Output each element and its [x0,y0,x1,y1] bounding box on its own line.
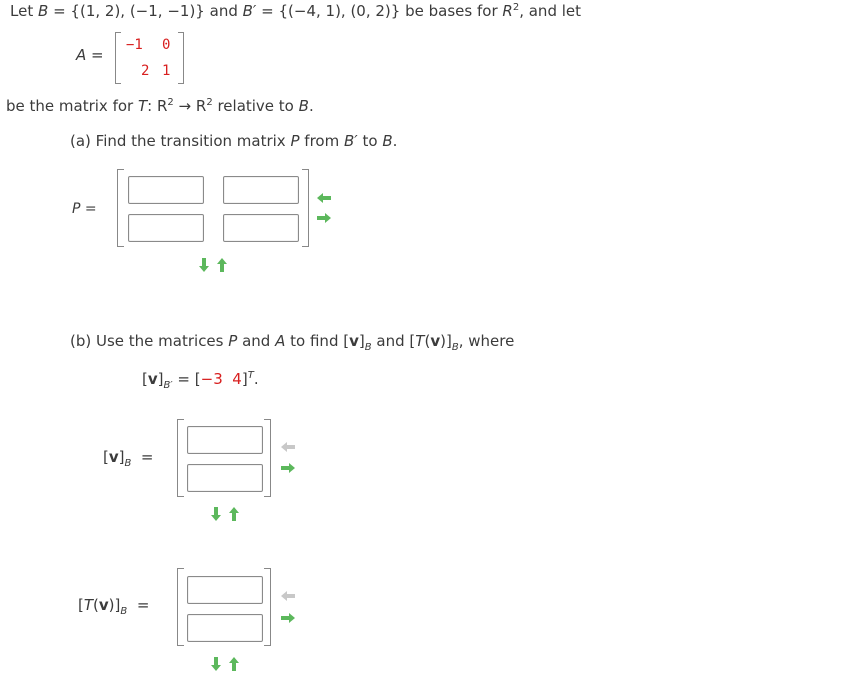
arrow-right-icon[interactable] [280,461,296,475]
codomain-exponent: 2 [206,97,213,108]
vB-subscript: B [364,342,372,353]
given-equals: = [ [177,370,201,388]
space-R: R [502,2,513,20]
matrix-A-label: A = [76,46,104,64]
arrow-right-icon[interactable] [316,211,332,225]
vector-v: v [349,332,359,350]
TvB-input-2[interactable] [187,614,263,642]
matrix-P-input-r2c2[interactable] [223,214,299,242]
matrix-A-r1c2: 0 [162,37,171,53]
given-transpose: T [247,370,254,381]
part-b-text: (b) Use the matrices [70,332,224,350]
TvB-label-T: T [83,596,94,614]
part-a-question [70,132,397,150]
part-b-to-find: to find [290,332,339,350]
TvB-subscript: B [451,342,459,353]
arrow-left-icon [280,440,296,454]
matrix-P-input-r2c1[interactable] [128,214,204,242]
vB-left-bracket [177,419,184,497]
part-a-B: B [382,132,393,150]
matrix-P-left-bracket [117,169,124,247]
TvB-label [78,596,149,617]
part-a-period: . [392,132,398,150]
TvB-v: v [430,332,441,350]
given-value-1: −3 [200,370,223,388]
TvB-label-paren-open: ( [93,596,99,614]
text-be-bases: be bases for [405,2,498,20]
given-v: v [147,370,158,388]
mapping-codomain: → R [173,97,207,115]
mapping-domain: : R [147,97,168,115]
arrow-left-icon[interactable] [316,191,332,205]
part-a-from: from [304,132,340,150]
TvB-label-eq: = [136,596,150,614]
matrix-P-right-bracket [302,169,309,247]
equals-sign-2: = [261,2,274,20]
given-subscript: B′ [163,380,173,391]
basis-B-symbol: B [37,2,49,20]
arrow-down-icon[interactable] [209,506,223,522]
text-be-the-matrix: be the matrix for [6,97,134,115]
given-open-bracket: [ [142,370,148,388]
vB-open-bracket: [ [343,332,350,350]
part-b-question [70,332,514,353]
basis-Bprime-set: {(−4, 1), (0, 2)} [278,2,401,20]
part-a-to: to [362,132,378,150]
part-b-P: P [228,332,238,350]
vB-input-2[interactable] [187,464,263,492]
basis-Bprime-symbol: B′ [242,2,257,20]
TvB-label-v: v [98,596,109,614]
arrow-down-icon[interactable] [197,257,211,273]
equals-sign: = [53,2,66,20]
arrow-down-icon[interactable] [209,656,223,672]
arrow-up-icon[interactable] [215,257,229,273]
text-relative-to: relative to [212,97,294,115]
vB-label-sub: B [124,458,132,469]
TvB-input-1[interactable] [187,576,263,604]
basis-B-set: {(1, 2), (−1, −1)} [70,2,205,20]
matrix-A-r1c1: −1 [126,37,143,53]
TvB-right-bracket [264,568,271,646]
arrow-up-icon[interactable] [227,506,241,522]
text-and: and [209,2,238,20]
given-vector-vBprime [142,370,259,391]
part-b-A: A [275,332,286,350]
part-b-where: , where [458,332,515,350]
vB-label-eq: = [140,448,154,466]
matrix-A-r2c1: 2 [141,63,150,79]
vB-close-bracket: ] [358,332,365,350]
vB-input-1[interactable] [187,426,263,454]
vB-label-close: ] [118,448,125,466]
part-b-and: and [242,332,271,350]
vB-label-open: [ [103,448,109,466]
vB-right-bracket [264,419,271,497]
given-end-bracket: ] [241,370,248,388]
arrow-up-icon[interactable] [227,656,241,672]
text-and-let: , and let [519,2,582,20]
part-a-Bprime: B′ [344,132,358,150]
TvB-label-close: )] [108,596,121,614]
arrow-right-icon[interactable] [280,611,296,625]
given-period: . [253,370,259,388]
transform-T: T [137,97,148,115]
matrix-A-right-bracket [178,32,184,84]
TvB-left-bracket [177,568,184,646]
part-a-P: P [290,132,300,150]
problem-statement-line2 [6,97,314,115]
TvB-close: )] [440,332,452,350]
given-close-bracket: ] [157,370,164,388]
matrix-A-left-bracket [115,32,121,84]
vB-label [103,448,154,469]
matrix-P-label: P = [72,201,97,217]
TvB-label-sub: B [120,606,128,617]
TvB-open-paren: ( [424,332,431,350]
period: . [308,97,314,115]
space-R-exponent: 2 [512,2,520,13]
part-a-text: (a) Find the transition matrix [70,132,286,150]
part-b-and-2: and [376,332,405,350]
TvB-T: T [415,332,425,350]
problem-statement-line1 [10,2,581,20]
arrow-left-icon [280,589,296,603]
domain-exponent: 2 [167,97,174,108]
matrix-A-r2c2: 1 [162,63,171,79]
matrix-P-input-r1c2[interactable] [223,176,299,204]
given-value-2: 4 [232,370,242,388]
TvB-label-open: [ [78,596,84,614]
TvB-open-bracket: [ [409,332,416,350]
text-let: Let [10,2,34,20]
matrix-P-input-r1c1[interactable] [128,176,204,204]
basis-B-ref: B [298,97,309,115]
vB-label-v: v [108,448,119,466]
